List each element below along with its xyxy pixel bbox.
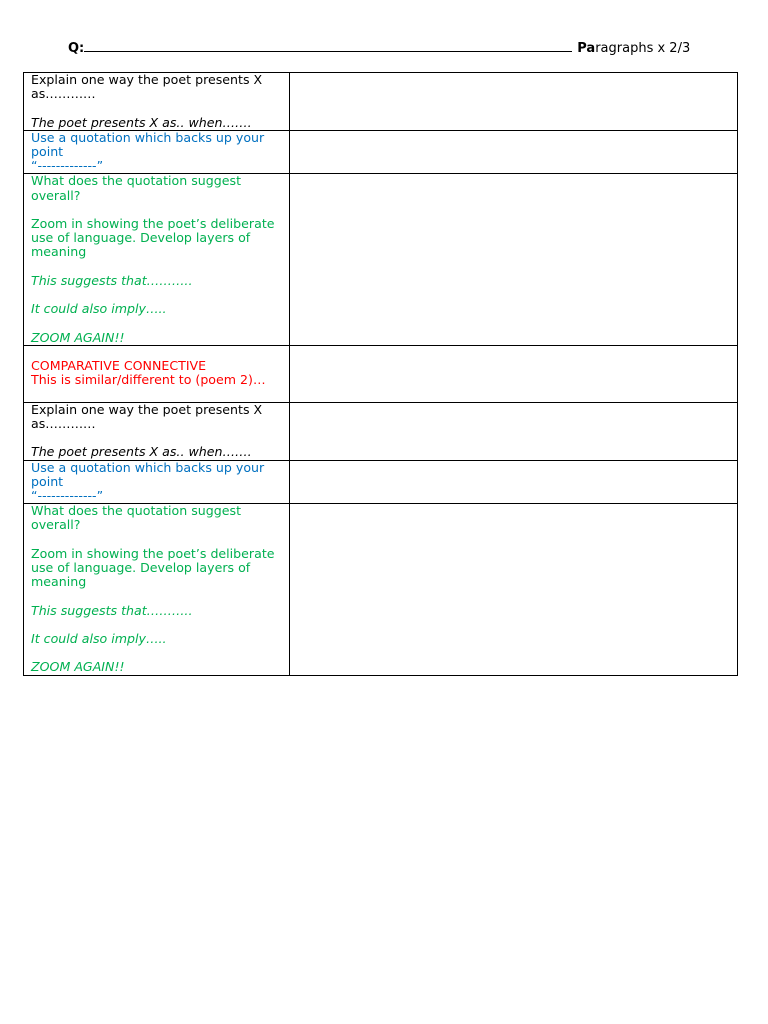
- question-answer-line[interactable]: [84, 40, 572, 52]
- suggests-starter: This suggests that………..: [31, 602, 193, 618]
- prompt-cell: [24, 460, 290, 504]
- answer-cell[interactable]: [290, 130, 738, 174]
- prompt-cell: [24, 130, 290, 174]
- answer-cell[interactable]: [290, 73, 738, 131]
- quotation-prompt: Use a quotation which backs up your point: [31, 459, 265, 489]
- table-row-explain-1: [24, 73, 738, 131]
- paragraphs-label-bold: Pa: [577, 41, 596, 56]
- question-label: Q:: [68, 41, 85, 56]
- answer-cell[interactable]: [290, 402, 738, 460]
- answer-cell[interactable]: [290, 460, 738, 504]
- imply-starter: It could also imply…..: [31, 301, 167, 317]
- zoom-prompt: Zoom in showing the poet’s deliberate use of language. Develop layers of meaning: [31, 216, 275, 260]
- table-row-analysis-1: [24, 174, 738, 345]
- zoom-again-label: ZOOM AGAIN!!: [31, 659, 125, 675]
- connective-title: COMPARATIVE CONNECTIVE: [31, 357, 207, 373]
- quotation-marks: “-------------”: [31, 158, 104, 174]
- page-header: [68, 40, 698, 58]
- zoom-again-label: ZOOM AGAIN!!: [31, 329, 125, 345]
- suggest-prompt: What does the quotation suggest overall?: [31, 173, 242, 203]
- explain-prompt: Explain one way the poet presents X as…………: [31, 72, 263, 102]
- paragraphs-label: ragraphs x 2/3: [595, 41, 691, 56]
- quotation-prompt: Use a quotation which backs up your point: [31, 129, 265, 159]
- suggest-prompt: What does the quotation suggest overall?: [31, 503, 242, 533]
- prompt-cell: [24, 174, 290, 345]
- table-row-quotation-2: [24, 460, 738, 504]
- prompt-cell: [24, 345, 290, 402]
- table-row-quotation-1: [24, 130, 738, 174]
- answer-cell[interactable]: [290, 504, 738, 675]
- answer-cell[interactable]: [290, 345, 738, 402]
- table-row-explain-2: [24, 402, 738, 460]
- prompt-cell: [24, 504, 290, 675]
- explain-prompt: Explain one way the poet presents X as…………: [31, 401, 263, 431]
- suggests-starter: This suggests that………..: [31, 272, 193, 288]
- imply-starter: It could also imply…..: [31, 630, 167, 646]
- quotation-marks: “-------------”: [31, 487, 104, 503]
- table-row-connective: [24, 345, 738, 402]
- sentence-starter: The poet presents X as.. when…….: [31, 444, 252, 460]
- prompt-cell: [24, 73, 290, 131]
- prompt-cell: [24, 402, 290, 460]
- sentence-starter: The poet presents X as.. when…….: [31, 114, 252, 130]
- writing-frame-table: [23, 72, 738, 676]
- connective-text: This is similar/different to (poem 2)…: [31, 371, 266, 387]
- table-row-analysis-2: [24, 504, 738, 675]
- zoom-prompt: Zoom in showing the poet’s deliberate use of language. Develop layers of meaning: [31, 545, 275, 590]
- answer-cell[interactable]: [290, 174, 738, 345]
